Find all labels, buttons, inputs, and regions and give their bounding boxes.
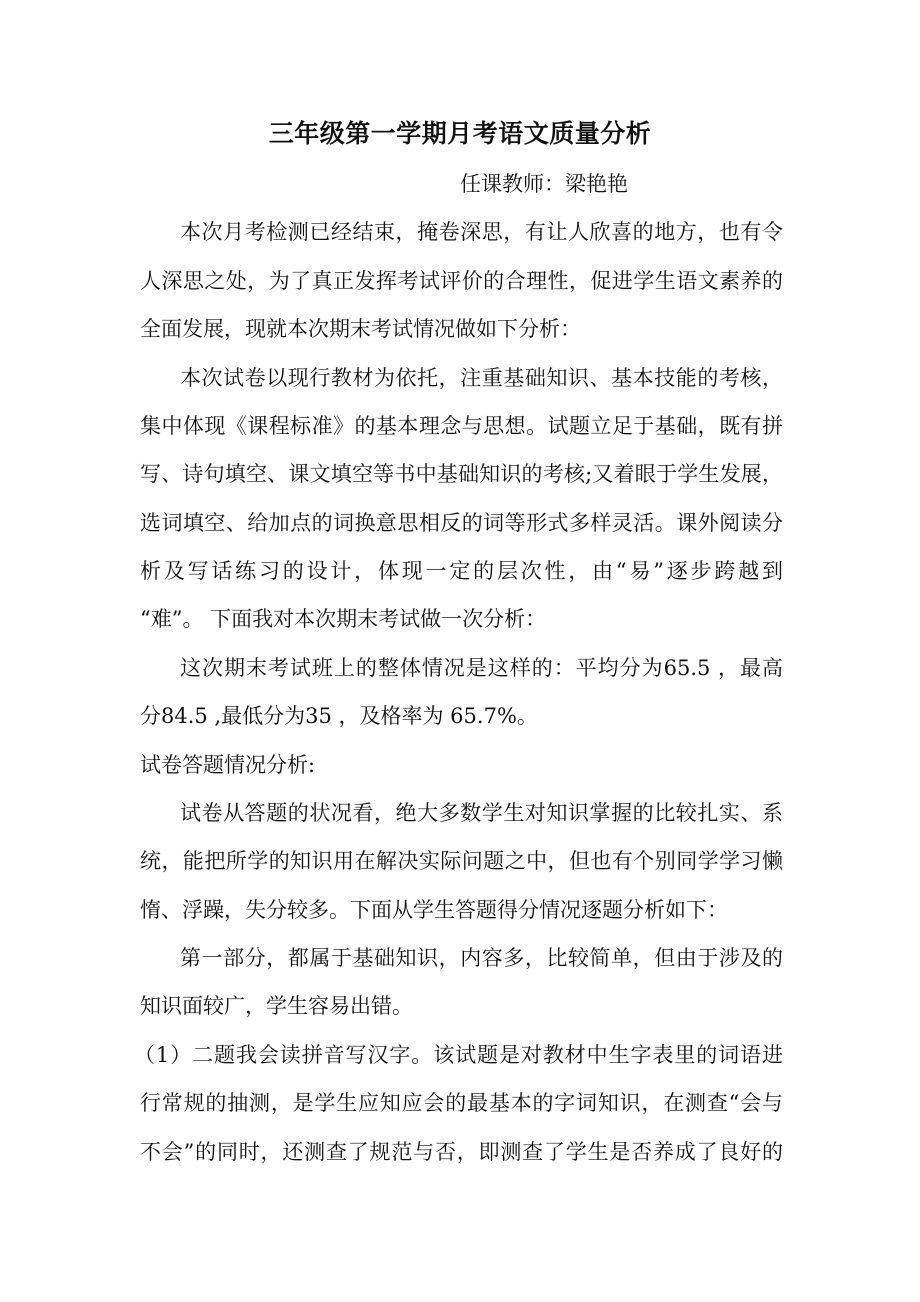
paragraph-line: 析及写话练习的设计，体现一定的层次性，由“易”逐步跨越到 [140, 559, 783, 583]
paragraph-line: 第一部分，都属于基础知识，内容多，比较简单，但由于涉及的 [180, 946, 783, 970]
paragraph-line: 写、诗句填空、课文填空等书中基础知识的考核;又着眼于学生发展， [140, 462, 783, 486]
paragraph-line: 集中体现《课程标准》的基本理念与思想。试题立足于基础，既有拼 [140, 414, 783, 438]
paragraph-line: 试卷从答题的状况看，绝大多数学生对知识掌握的比较扎实、系 [180, 801, 783, 825]
paragraph-line: 这次期末考试班上的整体情况是这样的：平均分为65.5 ，最高 [180, 656, 783, 680]
paragraph-line: 统，能把所学的知识用在解决实际问题之中，但也有个别同学学习懒 [140, 849, 783, 873]
paragraph-line: 本次月考检测已经结束，掩卷深思，有让人欣喜的地方，也有令 [180, 220, 783, 244]
paragraph-line: 惰、浮躁，失分较多。下面从学生答题得分情况逐题分析如下： [140, 898, 728, 922]
paragraph-line: 知识面较广，学生容易出错。 [140, 994, 413, 1018]
paragraph-line: 行常规的抽测，是学生应知应会的最基本的字词知识，在测查“会与 [140, 1091, 783, 1115]
document-title: 三年级第一学期月考语文质量分析 [268, 119, 652, 148]
paragraph-line: “难”。 下面我对本次期末考试做一次分析： [140, 607, 547, 631]
paragraph-line: （1）二题我会读拼音写汉字。该试题是对教材中生字表里的词语进 [134, 1043, 783, 1067]
paragraph-line: 不会”的同时，还测查了规范与否，即测查了学生是否养成了良好的 [140, 1140, 783, 1164]
paragraph-line: 人深思之处，为了真正发挥考试评价的合理性，促进学生语文素养的 [140, 269, 783, 293]
paragraph-line: 分84.5 ,最低分为35 ，及格率为 65.7%。 [140, 704, 538, 728]
paragraph-line: 选词填空、给加点的词换意思相反的词等形式多样灵活。课外阅读分 [140, 511, 783, 535]
author-line: 任课教师：梁艳艳 [460, 172, 628, 196]
paragraph-line: 全面发展，现就本次期末考试情况做如下分析： [140, 317, 581, 341]
paragraph-line: 本次试卷以现行教材为依托，注重基础知识、基本技能的考核， [180, 366, 783, 390]
section-heading: 试卷答题情况分析: [140, 753, 316, 777]
